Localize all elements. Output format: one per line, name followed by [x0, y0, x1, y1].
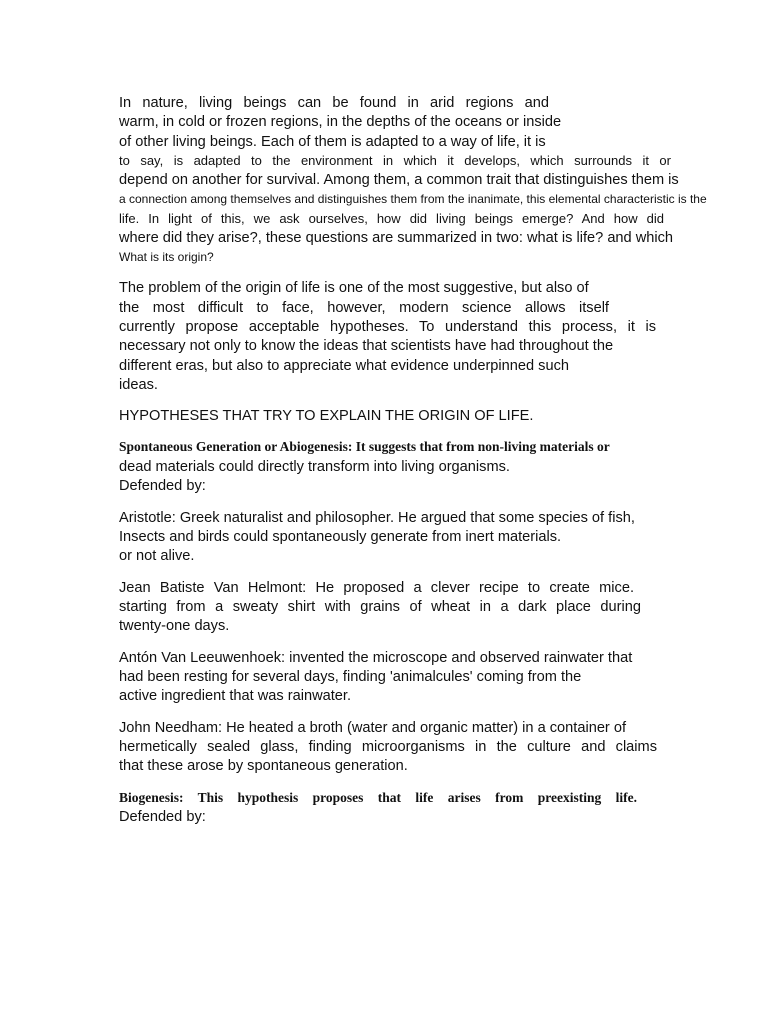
spontaneous-line-1: Spontaneous Generation or Abiogenesis: It suggests that from non-living materials or — [119, 439, 610, 454]
intro-line-2: warm, in cold or frozen regions, in the depths of the oceans or inside — [119, 114, 562, 130]
intro-line-9: What is its origin? — [119, 250, 214, 264]
needham-line-3: that these arose by spontaneous generation. — [119, 758, 408, 774]
spontaneous-defended-by: Defended by: — [119, 478, 206, 494]
helmont-line-1: Jean Batiste Van Helmont: He proposed a clever recipe to create mice. — [119, 580, 634, 596]
intro-line-5: depend on another for survival. Among them, a common trait that distinguishes them is — [119, 172, 679, 188]
problem-line-1: The problem of the origin of life is one of the most suggestive, but also of — [119, 280, 589, 296]
spontaneous-line-2: dead materials could directly transform into living organisms. — [119, 459, 510, 475]
problem-line-5: different eras, but also to appreciate what evidence underpinned such — [119, 358, 570, 374]
section-heading: HYPOTHESES THAT TRY TO EXPLAIN THE ORIGIN OF LIFE. — [119, 408, 534, 424]
problem-line-4: necessary not only to know the ideas that scientists have had throughout the — [119, 338, 614, 354]
intro-line-1: In nature, living beings can be found in arid regions and — [119, 95, 549, 111]
problem-line-6: ideas. — [119, 377, 158, 393]
biogenesis-line-1: Biogenesis: This hypothesis proposes that life arises from preexisting life. — [119, 790, 637, 805]
intro-line-3: of other living beings. Each of them is adapted to a way of life, it is — [119, 134, 546, 150]
problem-line-3: currently propose acceptable hypotheses. To understand this process, it is — [119, 319, 656, 335]
leeuwenhoek-line-3: active ingredient that was rainwater. — [119, 688, 352, 704]
helmont-line-3: twenty-one days. — [119, 618, 230, 634]
intro-line-6: a connection among themselves and distinguishes them from the inanimate, this elemental characteristic is the — [119, 192, 707, 206]
helmont-line-2: starting from a sweaty shirt with grains of wheat in a dark place during — [119, 599, 641, 615]
aristotle-line-3: or not alive. — [119, 548, 195, 564]
intro-line-8: where did they arise?, these questions are summarized in two: what is life? and which — [119, 230, 674, 246]
aristotle-line-2: Insects and birds could spontaneously generate from inert materials. — [119, 529, 562, 545]
intro-line-4: to say, is adapted to the environment in which it develops, which surrounds it or — [119, 153, 671, 168]
leeuwenhoek-line-2: had been resting for several days, finding 'animalcules' coming from the — [119, 669, 582, 685]
leeuwenhoek-line-1: Antón Van Leeuwenhoek: invented the microscope and observed rainwater that — [119, 650, 633, 666]
needham-line-2: hermetically sealed glass, finding microorganisms in the culture and claims — [119, 739, 657, 755]
biogenesis-defended-by: Defended by: — [119, 809, 206, 825]
needham-line-1: John Needham: He heated a broth (water and organic matter) in a container of — [119, 720, 627, 736]
intro-line-7: life. In light of this, we ask ourselves, how did living beings emerge? And how did — [119, 211, 664, 226]
problem-line-2: the most difficult to face, however, modern science allows itself — [119, 300, 609, 316]
aristotle-line-1: Aristotle: Greek naturalist and philosopher. He argued that some species of fish, — [119, 510, 635, 526]
